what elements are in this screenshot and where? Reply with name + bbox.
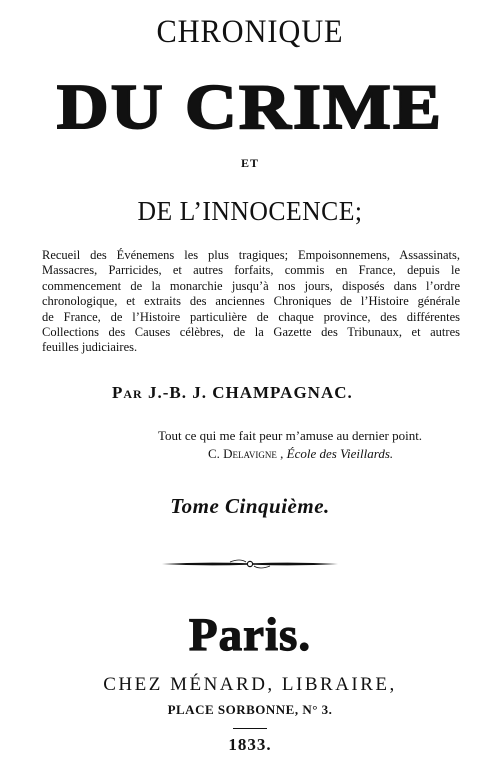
title-line-et: ET bbox=[240, 156, 259, 170]
author-line: Par J.-B. J. CHAMPAGNAC. bbox=[112, 383, 353, 402]
imprint-year: 1833. bbox=[228, 735, 272, 754]
epigraph-source bbox=[208, 446, 393, 462]
description-line: Collections des Causes célèbres, de la Gazette des Tribunaux, et autres bbox=[42, 325, 460, 340]
description-line: Recueil des Événemens les plus tragiques; Empoisonnemens, Assassinats, bbox=[42, 248, 460, 262]
description-line: feuilles judiciaires. bbox=[42, 340, 138, 355]
imprint-city: Paris. bbox=[188, 609, 312, 661]
ornamental-rule bbox=[160, 556, 340, 572]
imprint-publisher: CHEZ MÉNARD, LIBRAIRE, bbox=[103, 674, 397, 695]
title-line-chronique: CHRONIQUE bbox=[156, 14, 344, 50]
epigraph-author: C. Delavigne , bbox=[208, 446, 284, 461]
description-line: chronologique, et extraits des anciennes Chroniques de l’Histoire générale bbox=[42, 294, 460, 309]
volume-label: Tome Cinquième. bbox=[170, 494, 330, 518]
epigraph-quote: Tout ce qui me fait peur m’amuse au dernier point. bbox=[158, 428, 423, 443]
description-line: de France, de l’Histoire particulière de chaque province, des différentes bbox=[42, 309, 460, 324]
epigraph-work: École des Vieillards. bbox=[286, 446, 394, 461]
title-line-innocence: DE L’INNOCENCE; bbox=[137, 196, 363, 226]
imprint-divider bbox=[233, 728, 267, 729]
imprint-address: PLACE SORBONNE, N° 3. bbox=[167, 702, 333, 717]
description-line: commencement de la monarchie jusqu’à nos jours, disposés dans l’ordre bbox=[42, 278, 460, 293]
description-line: Massacres, Parricides, et autres forfaits, commis en France, depuis le bbox=[42, 263, 460, 278]
title-line-du-crime: DU CRIME bbox=[56, 71, 444, 142]
description-paragraph bbox=[42, 248, 460, 356]
